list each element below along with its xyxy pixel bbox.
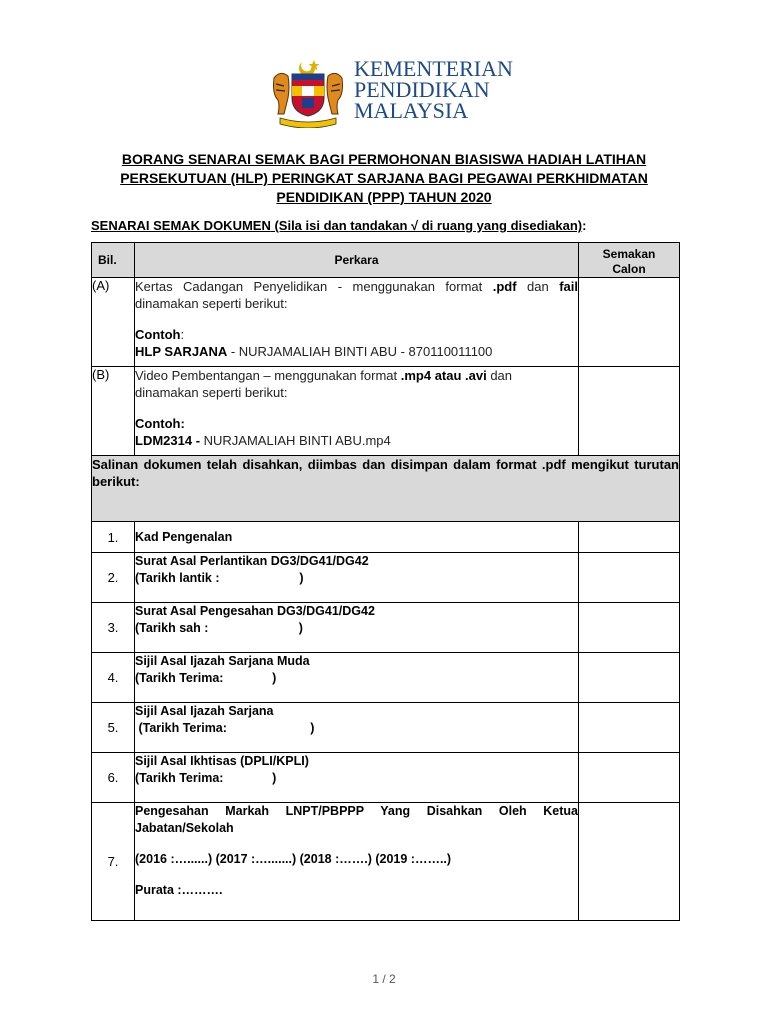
row-a-example-label: Contoh:: [135, 327, 185, 342]
item-5-text: Sijil Asal Ijazah Sarjana (Tarikh Terima: ): [135, 703, 579, 753]
row-b-example: LDM2314 - NURJAMALIAH BINTI ABU.mp4: [135, 433, 391, 448]
row-b-description: [135, 367, 579, 456]
item-2-checkbox-cell[interactable]: [579, 553, 680, 603]
table-row-item-5: [92, 703, 680, 753]
row-b-label: (B): [92, 367, 135, 456]
title-line-2: PERSEKUTUAN (HLP) PERINGKAT SARJANA BAGI PEGAWAI PERKHIDMATAN: [120, 170, 648, 186]
table-row-item-1: [92, 522, 680, 553]
item-4-checkbox-cell[interactable]: [579, 653, 680, 703]
checklist-table: [91, 242, 680, 921]
item-2-number: 2.: [92, 553, 135, 603]
table-header-row: [92, 243, 680, 278]
ministry-line-1: KEMENTERIAN: [354, 56, 513, 81]
header-semakan-line-2: Calon: [612, 262, 646, 276]
table-row-item-2: [92, 553, 680, 603]
row-b-checkbox-cell[interactable]: [579, 367, 680, 456]
item-7-average: Purata :……….: [135, 883, 223, 897]
row-b-instruction: Video Pembentangan – menggunakan format .mp4 atau .avi dan dinamakan seperti berikut:: [135, 368, 513, 400]
coat-of-arms-logo: [268, 58, 348, 128]
table-row-item-6: [92, 753, 680, 803]
checklist-heading-instruction: (Sila isi dan tandakan √ di ruang yang disediakan): [270, 218, 583, 233]
row-a-instruction: Kertas Cadangan Penyelidikan - menggunakan format .pdf dan fail dinamakan seperti berikut:: [135, 279, 578, 311]
item-7-years: (2016 :…......) (2017 :….......) (2018 :…….) (2019 :……..): [135, 852, 452, 866]
item-5-number: 5.: [92, 703, 135, 753]
header-bil: Bil.: [92, 243, 135, 278]
item-7-checkbox-cell[interactable]: [579, 803, 680, 921]
table-note-row: [92, 456, 680, 522]
checklist-heading-colon: :: [582, 218, 587, 233]
item-5-checkbox-cell[interactable]: [579, 703, 680, 753]
item-1-number: 1.: [92, 522, 135, 553]
title-line-3: PENDIDIKAN (PPP) TAHUN 2020: [276, 189, 492, 205]
ministry-line-2: PENDIDIKAN: [354, 77, 490, 102]
header-semakan-line-1: Semakan: [602, 247, 656, 261]
header-perkara: Perkara: [135, 243, 579, 278]
item-7-text: [135, 803, 579, 921]
row-a-description: [135, 278, 579, 367]
checklist-heading: [91, 218, 586, 233]
item-4-text: Sijil Asal Ijazah Sarjana Muda (Tarikh Terima: ): [135, 653, 579, 703]
item-6-text: Sijil Asal Ikhtisas (DPLI/KPLI) (Tarikh Terima: ): [135, 753, 579, 803]
item-1-text: Kad Pengenalan: [135, 522, 579, 553]
item-7-description: Pengesahan Markah LNPT/PBPPP Yang Disahkan Oleh Ketua Jabatan/Sekolah: [135, 804, 578, 835]
table-row-item-3: [92, 603, 680, 653]
note-text: Salinan dokumen telah disahkan, diimbas dan disimpan dalam format .pdf mengikut turutan berikut:: [92, 456, 680, 522]
page-number: 1 / 2: [372, 972, 396, 986]
letterhead: [268, 52, 528, 132]
row-a-example: HLP SARJANA - NURJAMALIAH BINTI ABU - 870110011100: [135, 344, 493, 359]
table-row-a: [92, 278, 680, 367]
item-4-number: 4.: [92, 653, 135, 703]
ministry-line-3: MALAYSIA: [354, 98, 469, 123]
title-line-1: BORANG SENARAI SEMAK BAGI PERMOHONAN BIASISWA HADIAH LATIHAN: [121, 151, 647, 167]
header-semakan: [579, 243, 680, 278]
item-2-text: Surat Asal Perlantikan DG3/DG41/DG42 (Tarikh lantik : ): [135, 553, 579, 603]
table-row-item-4: [92, 653, 680, 703]
item-6-number: 6.: [92, 753, 135, 803]
item-3-number: 3.: [92, 603, 135, 653]
table-row-b: [92, 367, 680, 456]
ministry-name: [354, 58, 513, 121]
item-1-checkbox-cell[interactable]: [579, 522, 680, 553]
item-3-text: Surat Asal Pengesahan DG3/DG41/DG42 (Tarikh sah : ): [135, 603, 579, 653]
row-a-label: (A): [92, 278, 135, 367]
row-a-checkbox-cell[interactable]: [579, 278, 680, 367]
checklist-heading-underlined: SENARAI SEMAK DOKUMEN: [91, 218, 271, 233]
table-row-item-7: [92, 803, 680, 921]
item-7-number: 7.: [92, 803, 135, 921]
row-b-example-label: Contoh:: [135, 416, 185, 431]
item-3-checkbox-cell[interactable]: [579, 603, 680, 653]
item-6-checkbox-cell[interactable]: [579, 753, 680, 803]
document-title: [70, 150, 698, 207]
